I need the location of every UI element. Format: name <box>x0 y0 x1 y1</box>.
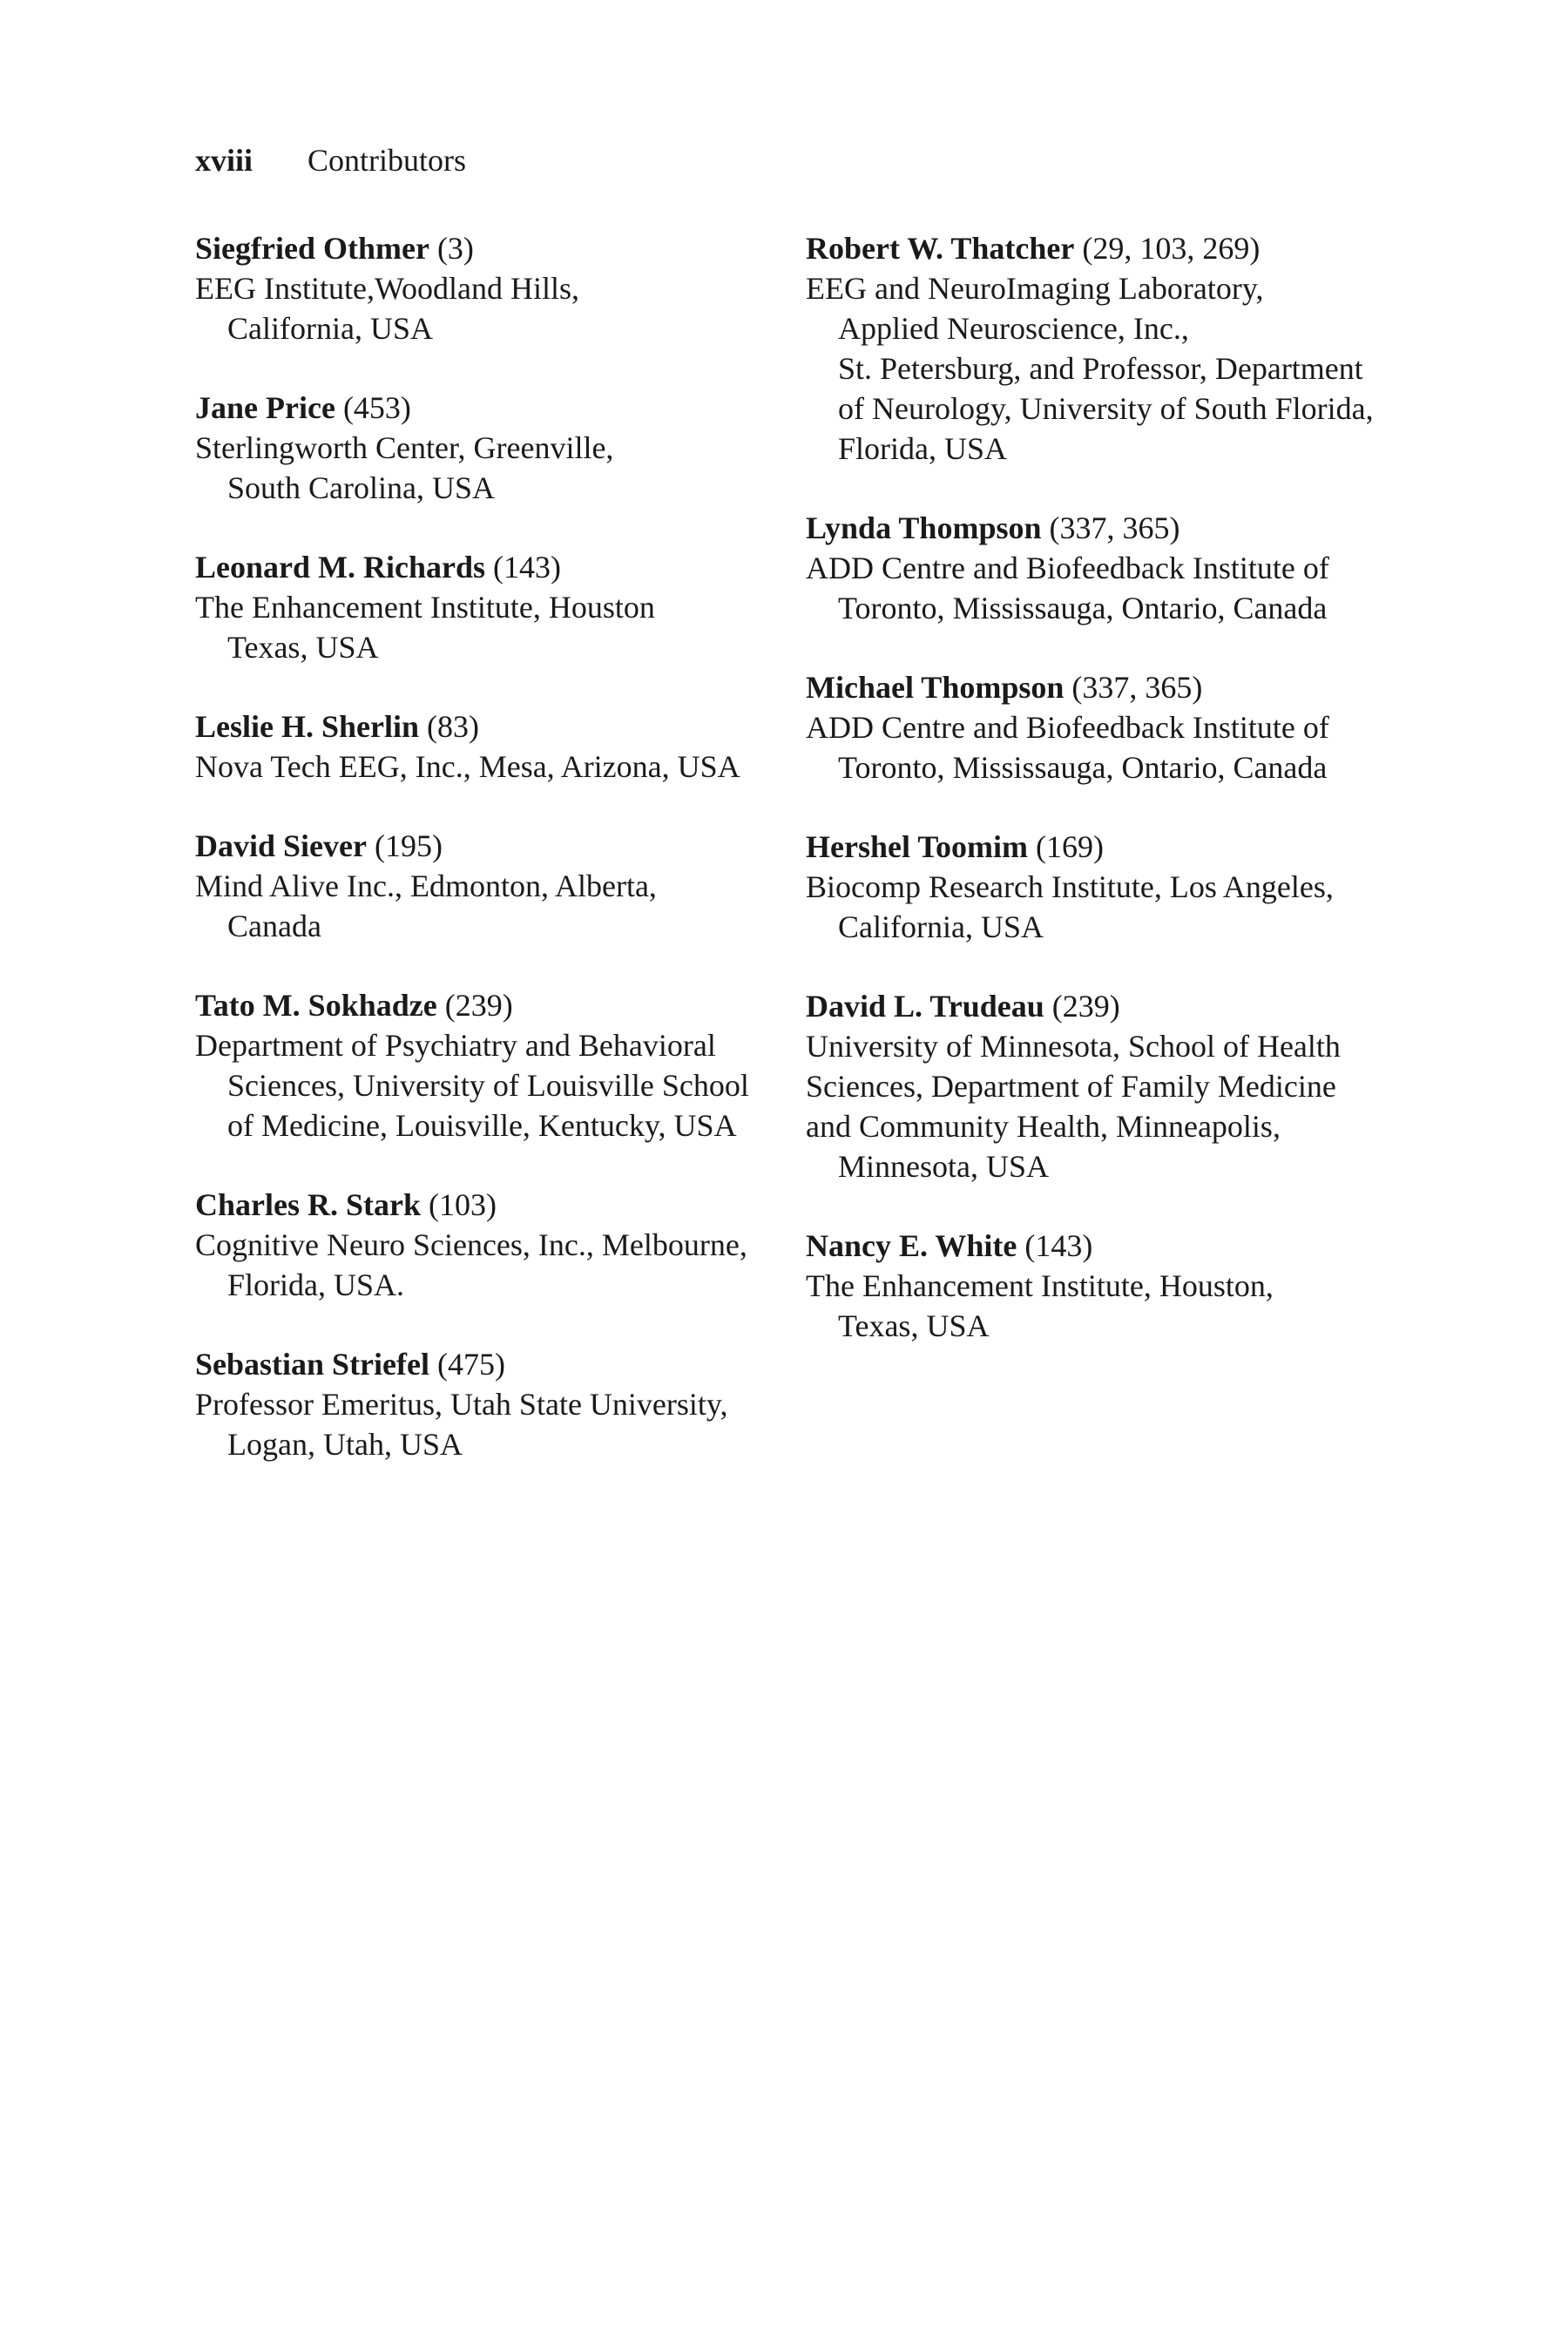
affiliation-line: Sterlingworth Center, Greenville, <box>195 430 614 465</box>
contributor-name: Hershel Toomim <box>806 829 1029 864</box>
chapter-pages: (103) <box>429 1187 497 1222</box>
contributor-heading <box>195 228 770 268</box>
affiliation-line: of Medicine, Louisville, Kentucky, USA <box>227 1108 737 1143</box>
affiliation-line: of Neurology, University of South Florida, <box>838 391 1374 426</box>
chapter-pages: (475) <box>436 1347 505 1382</box>
contributor-heading <box>195 1185 770 1225</box>
affiliation-line: ADD Centre and Biofeedback Institute of <box>806 710 1329 745</box>
contributor-entry-leonard-m-richards <box>195 547 770 667</box>
contributor-entry-charles-r-stark <box>195 1185 770 1305</box>
affiliation-line: Department of Psychiatry and Behavioral <box>195 1028 716 1063</box>
affiliation-line: Toronto, Mississauga, Ontario, Canada <box>838 750 1328 785</box>
contributor-entry-sebastian-striefel <box>195 1344 770 1464</box>
contributor-heading <box>806 1226 1416 1266</box>
contributor-entry-lynda-thompson <box>806 508 1416 628</box>
chapter-pages: (143) <box>493 550 561 585</box>
chapter-pages: (239) <box>1051 989 1120 1024</box>
chapter-pages: (337, 365) <box>1071 670 1203 705</box>
contributor-heading <box>806 667 1416 707</box>
affiliation-line: Sciences, Department of Family Medicine <box>806 1069 1336 1104</box>
chapter-pages: (337, 365) <box>1049 510 1180 545</box>
affiliation-line: Nova Tech EEG, Inc., Mesa, Arizona, USA <box>195 749 740 784</box>
contributor-entry-tato-m-sokhadze <box>195 985 770 1146</box>
contributor-name: Sebastian Striefel <box>195 1347 429 1382</box>
right-column <box>806 228 1416 1385</box>
contributor-name: David Siever <box>195 828 367 863</box>
contributor-heading <box>806 508 1416 548</box>
page-number: xviii <box>195 143 253 178</box>
affiliation-line: South Carolina, USA <box>227 470 496 505</box>
contributor-entry-hershel-toomim <box>806 827 1416 947</box>
affiliation-line: and Community Health, Minneapolis, <box>806 1109 1281 1144</box>
chapter-pages: (239) <box>444 988 513 1023</box>
left-column <box>195 228 770 1504</box>
contributor-entry-siegfried-othmer <box>195 228 770 348</box>
affiliation-line: Mind Alive Inc., Edmonton, Alberta, <box>195 868 657 903</box>
contributor-name: Leonard M. Richards <box>195 550 485 585</box>
affiliation-line: Sciences, University of Louisville School <box>227 1068 749 1103</box>
affiliation-line: Canada <box>227 909 321 943</box>
affiliation-line: Biocomp Research Institute, Los Angeles, <box>806 869 1334 904</box>
contributor-entry-robert-w-thatcher <box>806 228 1416 469</box>
affiliation-line: ADD Centre and Biofeedback Institute of <box>806 551 1329 585</box>
contributor-heading <box>195 826 770 866</box>
section-title: Contributors <box>308 143 467 178</box>
contributor-entry-michael-thompson <box>806 667 1416 787</box>
contributor-entry-leslie-h-sherlin <box>195 706 770 787</box>
chapter-pages: (3) <box>436 231 474 266</box>
contributor-heading <box>195 706 770 747</box>
contributor-entry-david-siever <box>195 826 770 946</box>
affiliation-line: EEG and NeuroImaging Laboratory, <box>806 271 1264 306</box>
affiliation-line: Florida, USA <box>838 431 1008 466</box>
affiliation-line: St. Petersburg, and Professor, Department <box>838 351 1363 386</box>
contributor-name: Michael Thompson <box>806 670 1064 705</box>
affiliation-line: University of Minnesota, School of Health <box>806 1029 1341 1064</box>
contributor-name: Robert W. Thatcher <box>806 231 1075 266</box>
contributor-entry-david-l-trudeau <box>806 986 1416 1186</box>
affiliation-line: California, USA <box>838 909 1044 944</box>
contributor-heading <box>195 985 770 1025</box>
chapter-pages: (29, 103, 269) <box>1082 231 1260 266</box>
chapter-pages: (195) <box>374 828 443 863</box>
contributor-entry-nancy-e-white <box>806 1226 1416 1346</box>
contributor-name: Siegfried Othmer <box>195 231 429 266</box>
contributor-heading <box>806 228 1416 268</box>
contributor-name: Nancy E. White <box>806 1228 1017 1263</box>
affiliation-line: Toronto, Mississauga, Ontario, Canada <box>838 591 1328 625</box>
contributor-entry-jane-price <box>195 388 770 508</box>
chapter-pages: (143) <box>1024 1228 1093 1263</box>
contributor-name: Charles R. Stark <box>195 1187 421 1222</box>
affiliation-line: Texas, USA <box>838 1308 990 1343</box>
affiliation-line: Logan, Utah, USA <box>227 1427 463 1462</box>
affiliation-line: Texas, USA <box>227 630 379 665</box>
contributor-name: David L. Trudeau <box>806 989 1044 1024</box>
chapter-pages: (83) <box>427 709 479 744</box>
affiliation-line: Professor Emeritus, Utah State University, <box>195 1387 728 1422</box>
contributor-name: Tato M. Sokhadze <box>195 988 437 1023</box>
contributor-name: Lynda Thompson <box>806 510 1042 545</box>
affiliation-line: The Enhancement Institute, Houston <box>195 590 655 625</box>
contributor-name: Jane Price <box>195 390 335 425</box>
affiliation-line: The Enhancement Institute, Houston, <box>806 1268 1274 1303</box>
contributor-heading <box>806 986 1416 1026</box>
chapter-pages: (169) <box>1036 829 1104 864</box>
affiliation-line: EEG Institute,Woodland Hills, <box>195 271 580 306</box>
affiliation-line: Cognitive Neuro Sciences, Inc., Melbourne, <box>195 1227 747 1262</box>
contributor-heading <box>195 1344 770 1384</box>
contributor-heading <box>195 388 770 428</box>
affiliation-line: California, USA <box>227 311 433 346</box>
affiliation-line: Florida, USA. <box>227 1267 405 1302</box>
contributor-heading <box>195 547 770 587</box>
chapter-pages: (453) <box>342 390 411 425</box>
contributor-heading <box>806 827 1416 867</box>
affiliation-line: Applied Neuroscience, Inc., <box>838 311 1189 346</box>
contributor-name: Leslie H. Sherlin <box>195 709 420 744</box>
running-head <box>195 141 466 179</box>
affiliation-line: Minnesota, USA <box>838 1149 1049 1184</box>
